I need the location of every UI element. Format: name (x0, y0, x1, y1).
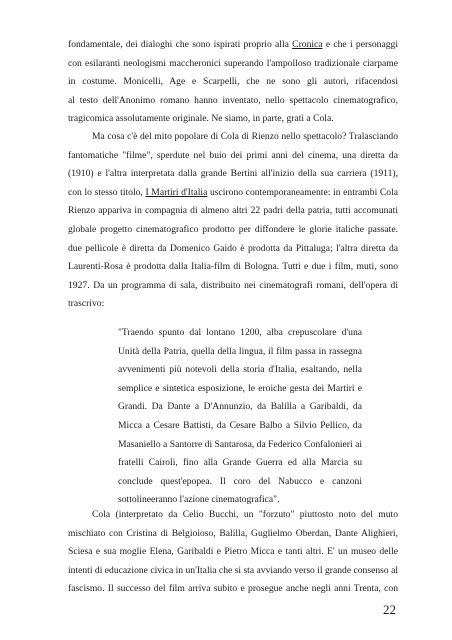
text-line (68, 128, 398, 147)
text-line: intenti di educazione civica in un'Italia che si sta avviando verso il grande consenso al (68, 564, 398, 576)
text-line (68, 36, 398, 55)
text-line: Laurenti-Rosa è prodotta dalla Italia-film di Bologna. Tutti e due i film, muti, sono (68, 261, 398, 273)
quote-line: conclude quest'epopea. Il coro del Nabucco e canzoni (118, 475, 362, 487)
text-line: tragicomica assolutamente originale. Ne siamo, in parte, grati a Cola. (68, 113, 334, 125)
text-line: globale progetto cinematografico prodotto per diffondere le glorie italiche passate. (68, 223, 398, 235)
quote-line: sottolineeranno l'azione cinematografica". (118, 494, 280, 506)
paragraph-1 (68, 36, 398, 129)
cronica-reference: Cronica (292, 39, 323, 50)
text-line: fantomatiche "filme", sperdute nel buio dei primi anni del cinema, una diretta da (68, 149, 398, 161)
page-number: 22 (383, 602, 396, 617)
quote-line: Masaniello a Santorre di Santarosa, da Federico Confalonieri ai (118, 438, 362, 450)
text-line (68, 506, 398, 525)
block-quote (118, 324, 362, 510)
text-line: trascrivo: (68, 298, 105, 310)
quote-line: "Traendo spunto dal lontano 1200, alba crepuscolare d'una (118, 327, 362, 338)
text-run: con lo stesso titolo, (68, 186, 146, 198)
text-line: due pellicole è diretta da Domenico Gaido è prodotta da Pittaluga; l'altra diretta da (68, 242, 398, 254)
text-line: 1927. Da un programma di sala, distribuito nei cinematografi romani, dell'opera di (68, 279, 398, 291)
text-run: Ma cosa c'è del mito popolare di Cola di Rienzo nello spettacolo? Tralasciando (92, 131, 398, 142)
text-line (68, 184, 398, 203)
text-run: fondamentale, dei dialoghi che sono ispirati proprio alla (68, 39, 293, 50)
text-line: Sciesa e sua moglie Elena, Garibaldi e Pietro Micca e tanti altri. E' un museo delle (68, 546, 398, 558)
quote-line: semplice e sintetica esposizione, le eroiche gesta dei Martiri e (118, 382, 362, 394)
text-line: mischiato con Cristina di Belgioioso, Balilla, Guglielmo Oberdan, Dante Alighieri, (68, 527, 398, 539)
text-run: Cola (interpretato da Celio Bucchi, un "forzuto" piuttosto noto del muto (92, 509, 398, 520)
martiri-reference: I Martiri d'Italia (145, 186, 208, 198)
quote-line: Grandi. Da Dante a D'Annunzio, da Balilla a Garibaldi, da (118, 401, 362, 413)
quote-line: Micca a Cesare Battisti, da Cesare Balbo a Silvio Pellico, da (118, 419, 362, 431)
text-line: (1910) e l'altra interpretata dalla grande Bertini all'inizio della sua carriera (1911), (68, 168, 398, 180)
quote-line: Unità della Patria, quella della lingua, il film passa in rassegna (118, 345, 362, 357)
quote-line: fratelli Cairoli, fino alla Grande Guerra ed alla Marcia su (118, 457, 362, 469)
text-run: uscirono contemporaneamente: in entrambi Cola (210, 186, 398, 198)
text-line: al testo dell'Anonimo romano hanno inventato, nello spettacolo cinematografico, (68, 94, 398, 106)
text-line: fascismo. Il successo del film arriva subito e prosegue anche negli anni Trenta, con (68, 583, 398, 595)
paragraph-3 (68, 506, 398, 599)
text-line: in costume. Monicelli, Age e Scarpelli, che ne sono gli autori, rifacendosi (68, 76, 398, 88)
text-run: e che i personaggi (325, 39, 398, 50)
text-line: con esilaranti neologismi maccheronici superando l'ampolloso tradizionale ciarpame (68, 57, 398, 69)
paragraph-2 (68, 128, 398, 314)
text-line: Rienzo appariva in compagnia di almeno altri 22 padri della patria, tutti accomunati (68, 205, 398, 217)
quote-line: avvenimenti più notevoli della storia d'Italia, esaltando, nella (118, 364, 362, 376)
